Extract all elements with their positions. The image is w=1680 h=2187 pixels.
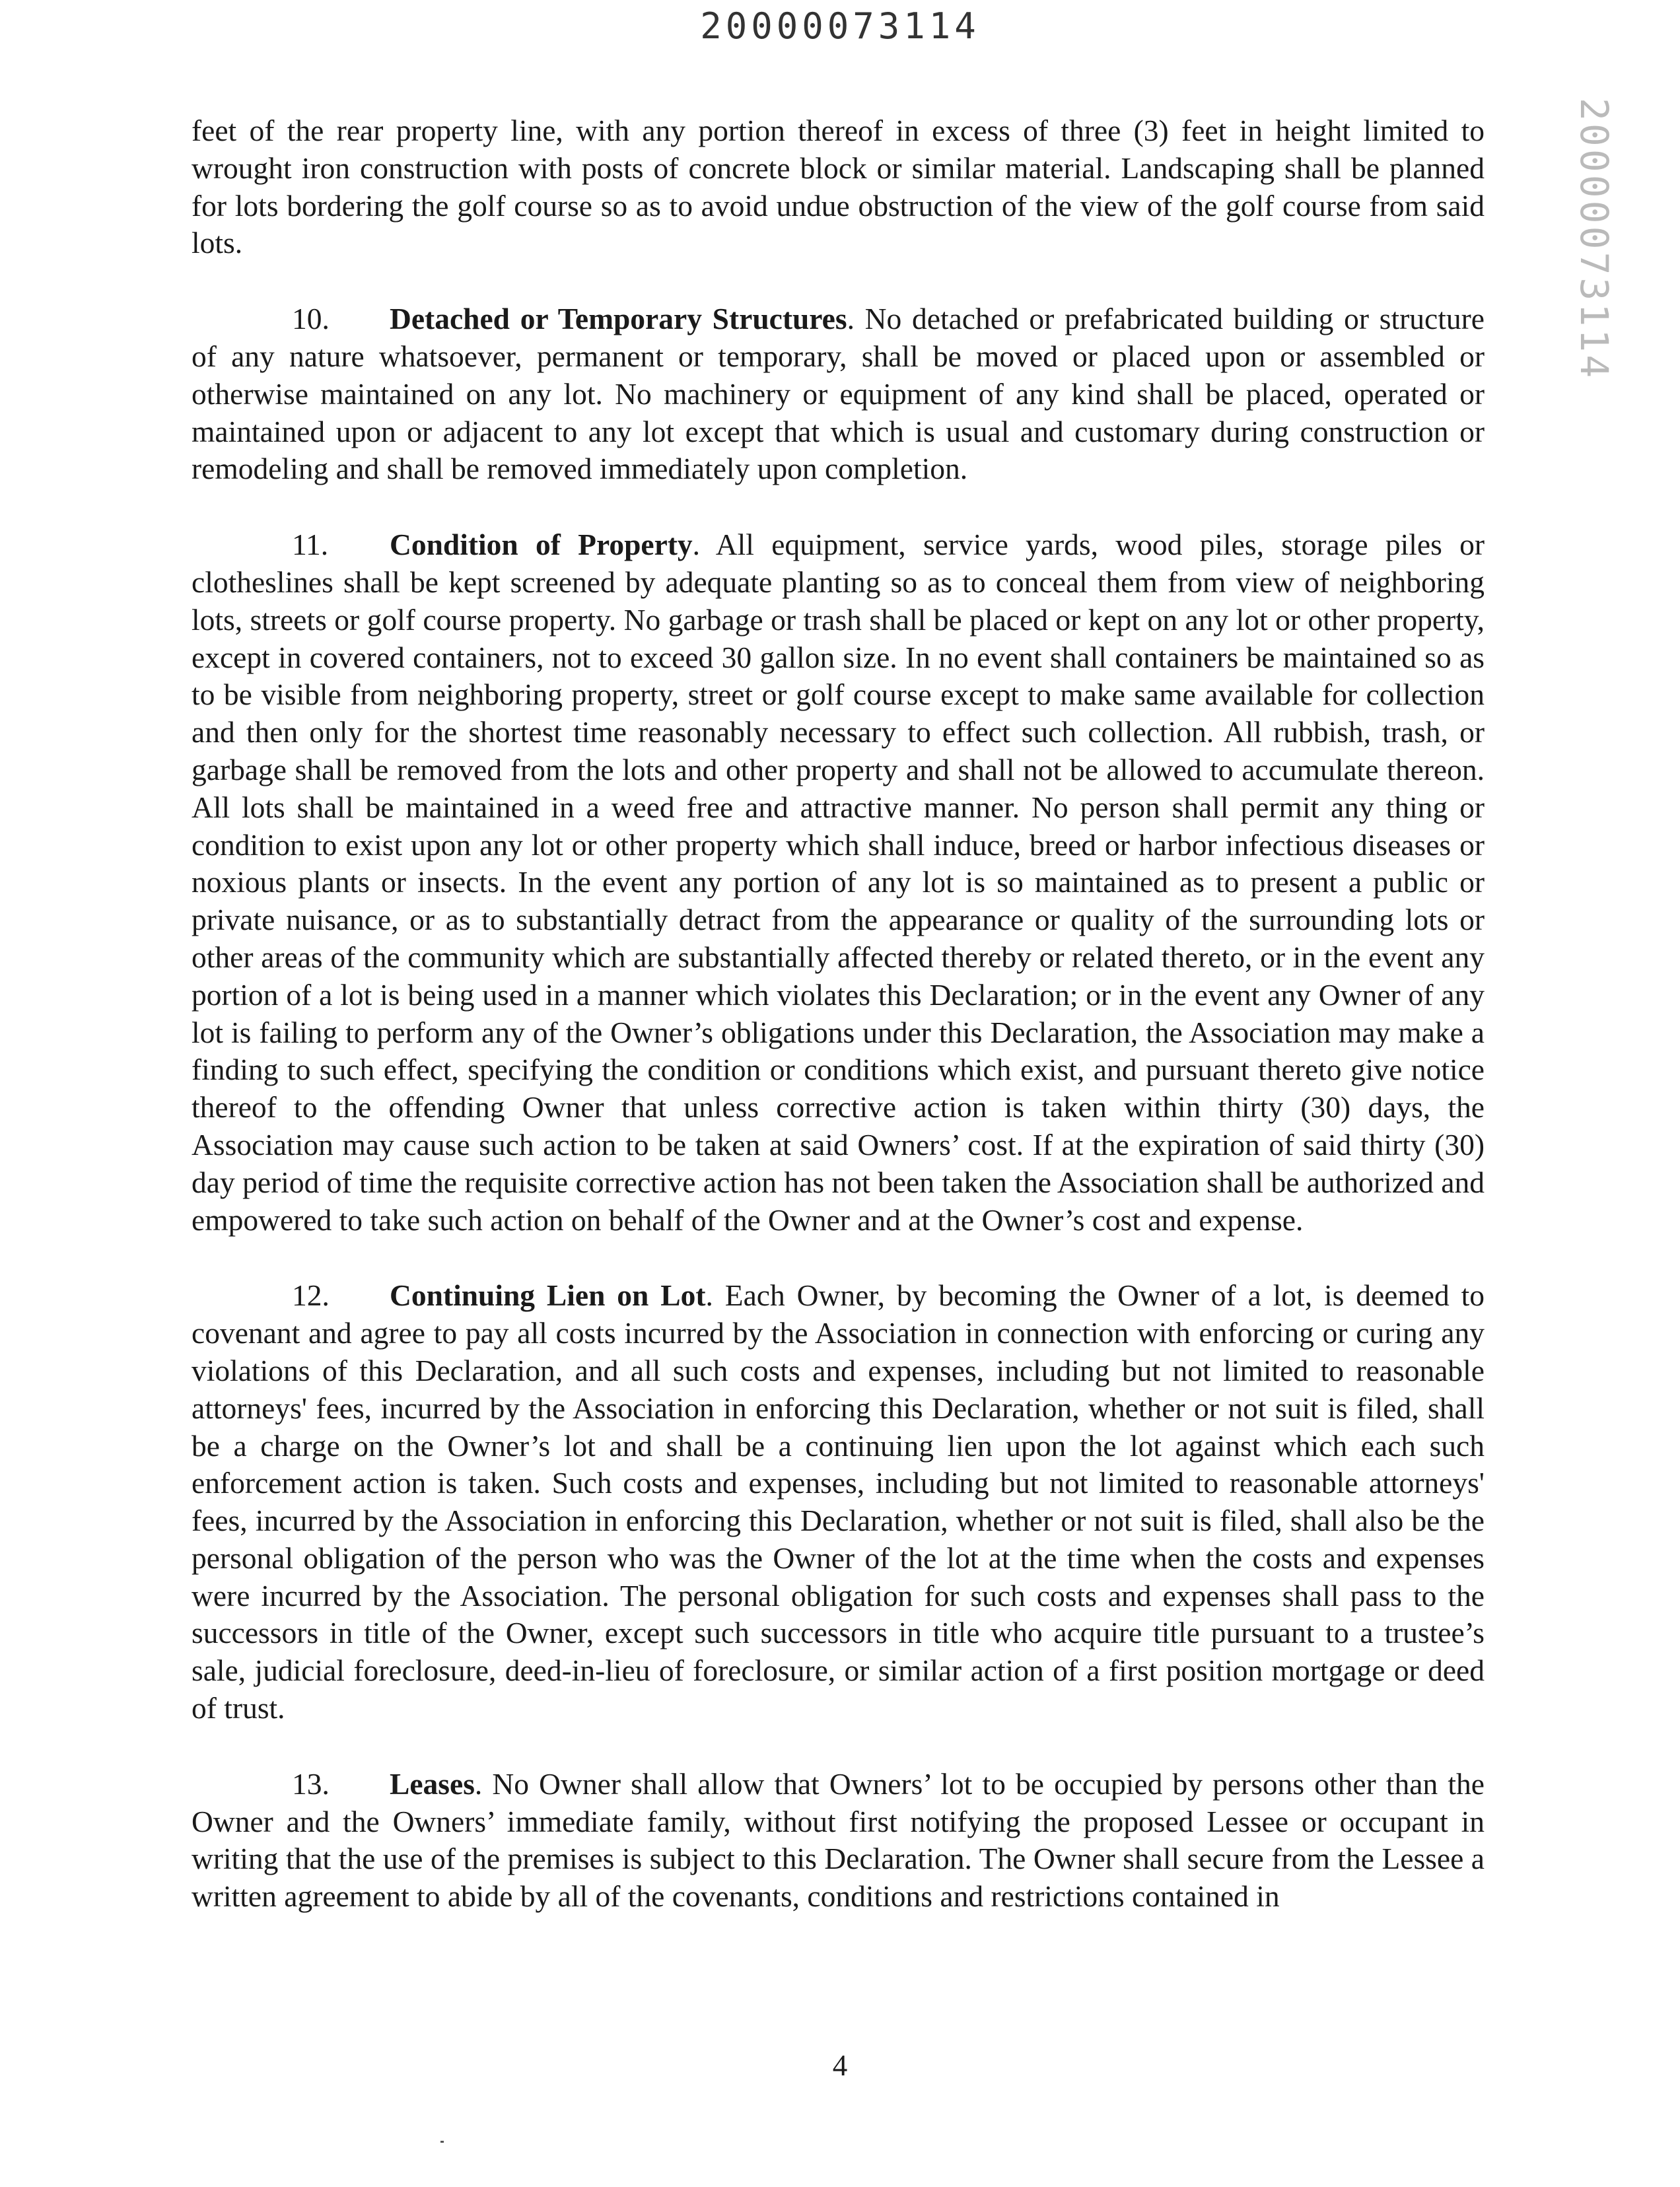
paragraph-heading: Condition of Property (390, 528, 693, 562)
document-number: 20000073114 (700, 5, 980, 47)
paragraph-text: feet of the rear property line, with any portion thereof in excess of three (3) feet in height limited to wrought iron construction with posts of concrete block or similar material. Landscaping shall be planned for lots bordering the golf course so as to avoid undue obstruction of the view of the golf course from said lots. (192, 114, 1485, 260)
paragraph-13 (192, 1766, 1485, 1916)
page-number: 4 (832, 2049, 848, 2082)
paragraph-continuation (192, 112, 1485, 262)
side-stamp-text: 20000073114 (1572, 98, 1617, 381)
scan-speck (440, 2141, 444, 2143)
paragraph-heading: Detached or Temporary Structures (390, 302, 847, 336)
paragraph-12 (192, 1277, 1485, 1727)
paragraph-number: 12. (292, 1278, 330, 1313)
paragraph-number: 10. (292, 302, 330, 336)
paragraph-11 (192, 526, 1485, 1239)
paragraph-text: . No Owner shall allow that Owners’ lot to be occupied by persons other than the Owner and the Owners’ immediate family, without first notifying the proposed Lessee or occupant in writing that the use of the premises is subject to this Declaration. The Owner shall secure from the Lessee a written agreement to abide by all of the covenants, conditions and restrictions contained in (192, 1766, 1485, 1914)
paragraph-text: . No detached or prefabricated building or structure of any nature whatsoever, permanent or temporary, shall be moved or placed upon or assembled or otherwise maintained on any lot. No machinery or equipment of any kind shall be placed, operated or maintained upon or adjacent to any lot except that which is usual and customary during construction or remodeling and shall be removed immediately upon completion. (192, 302, 1485, 486)
paragraph-heading: Leases (390, 1766, 475, 1801)
paragraph-heading: Continuing Lien on Lot (390, 1278, 706, 1313)
paragraph-text: . All equipment, service yards, wood piles, storage piles or clotheslines shall be kept screened by adequate planting so as to conceal them from view of neighboring lots, streets or golf course property. No garbage or trash shall be placed or kept on any lot or other property, except in covered containers, not to exceed 30 gallon size. In no event shall containers be maintained so as to be visible from neighboring property, street or golf course except to make same available for collection and then only for the shortest time reasonably necessary to effect such collection. All rubbish, trash, or garbage shall be removed from the lots and other property and shall not be allowed to accumulate thereon. All lots shall be maintained in a weed free and attractive manner. No person shall permit any thing or condition to exist upon any lot or other property which shall induce, breed or harbor infectious diseases or noxious plants or insects. In the event any portion of any lot is so maintained as to present a public or private nuisance, or as to substantially detract from the appearance or quality of the surrounding lots or other areas of the community which are substantially affected thereby or related thereto, or in the event any portion of a lot is being used in a manner which violates this Declaration; or in the event any Owner of any lot is failing to perform any of the Owner’s obligations under this Declaration, the Association may make a finding to such effect, specifying the condition or conditions which exist, and pursuant thereto give notice thereof to the offending Owner that unless corrective action is taken within thirty (30) days, the Association may cause such action to be taken at said Owners’ cost. If at the expiration of said thirty (30) day period of time the requisite corrective action has not been taken the Association shall be authorized and empowered to take such action on behalf of the Owner and at the Owner’s cost and expense. (192, 528, 1485, 1237)
side-stamp (1569, 98, 1622, 381)
document-body (192, 112, 1485, 1916)
paragraph-text: . Each Owner, by becoming the Owner of a lot, is deemed to covenant and agree to pay all costs incurred by the Association in connection with enforcing or curing any violations of this Declaration, and all such costs and expenses, including but not limited to reasonable attorneys' fees, incurred by the Association in enforcing this Declaration, whether or not suit is filed, shall be a charge on the Owner’s lot and shall be a continuing lien upon the lot against which each such enforcement action is taken. Such costs and expenses, including but not limited to reasonable attorneys' fees, incurred by the Association in enforcing this Declaration, whether or not suit is filed, shall also be the personal obligation of the person who was the Owner of the lot at the time when the costs and expenses were incurred by the Association. The personal obligation for such costs and expenses shall pass to the successors in title of the Owner, except such successors in title who acquire title pursuant to a trustee’s sale, judicial foreclosure, deed-in-lieu of foreclosure, or similar action of a first position mortgage or deed of trust. (192, 1278, 1485, 1725)
paragraph-number: 11. (292, 528, 329, 562)
paragraph-10 (192, 300, 1485, 488)
paragraph-number: 13. (292, 1766, 330, 1801)
